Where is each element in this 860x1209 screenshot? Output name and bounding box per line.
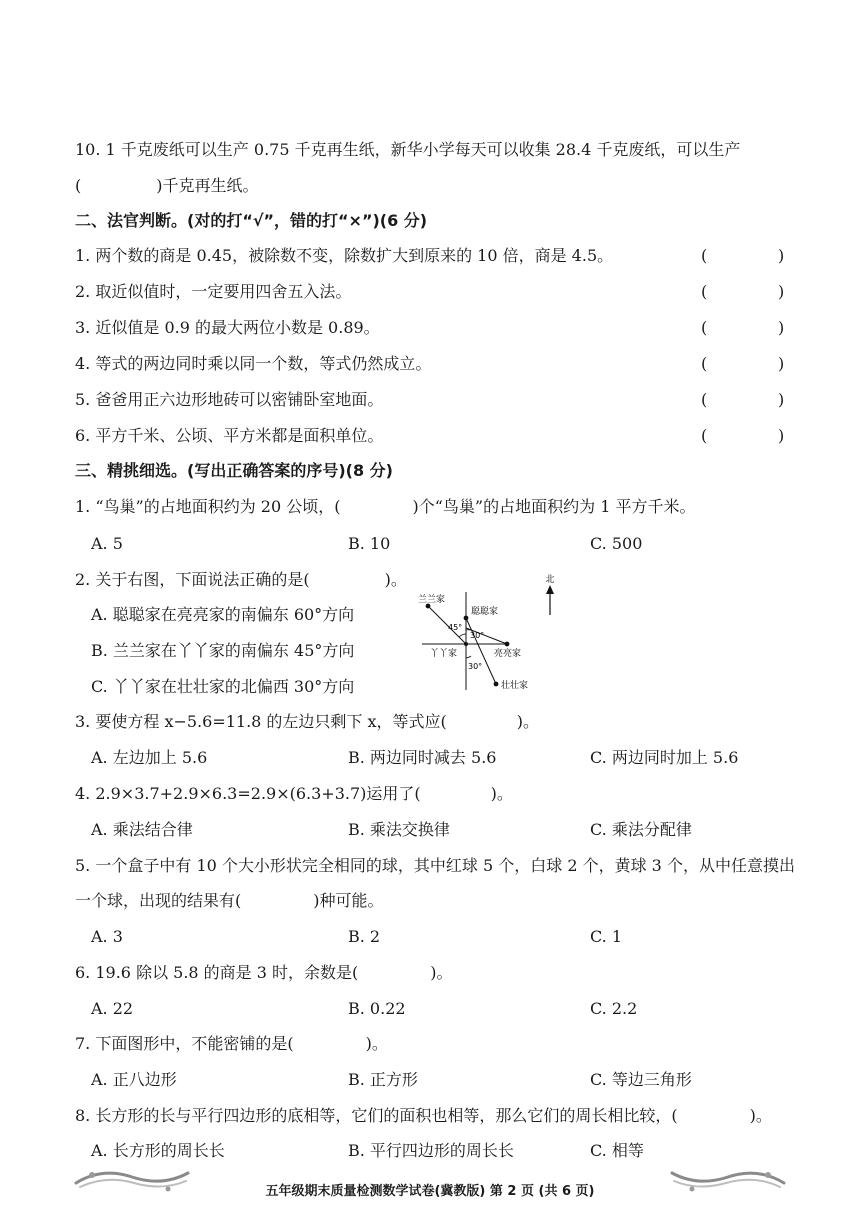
north-label: 北 bbox=[545, 575, 555, 585]
point-liangliang bbox=[505, 642, 510, 647]
q10-line2-text: )千克再生纸。 bbox=[156, 176, 259, 195]
choice-q3-text-b: )。 bbox=[516, 712, 540, 731]
choice-q6-option-a[interactable]: A. 22 bbox=[91, 999, 134, 1018]
judge-paren-open-4: ( bbox=[701, 354, 708, 373]
choice-q2-option-a[interactable]: A. 聪聪家在亮亮家的南偏东 60°方向 bbox=[91, 605, 355, 624]
choice-q3-option-a[interactable]: A. 左边加上 5.6 bbox=[91, 748, 208, 767]
choice-q2-option-b[interactable]: B. 兰兰家在丫丫家的南偏东 45°方向 bbox=[91, 641, 355, 660]
choice-q3-stem bbox=[75, 712, 539, 732]
angle-label-45: 45° bbox=[448, 623, 463, 632]
judge-paren-close-1: ) bbox=[778, 246, 785, 265]
choice-q8-option-b[interactable]: B. 平行四边形的周长长 bbox=[348, 1141, 514, 1160]
choice-q5-line1: 5. 一个盒子中有 10 个大小形状完全相同的球，其中红球 5 个，白球 2 个，黄球 3 个，从中任意摸出 bbox=[75, 856, 795, 875]
choice-q3-option-b[interactable]: B. 两边同时减去 5.6 bbox=[348, 748, 497, 767]
q10-line1: 10. 1 千克废纸可以生产 0.75 千克再生纸，新华小学每天可以收集 28.4 千克废纸，可以生产 bbox=[75, 140, 741, 159]
choice-q3-option-c[interactable]: C. 两边同时加上 5.6 bbox=[590, 748, 739, 767]
choice-q5-text-b: )种可能。 bbox=[313, 891, 384, 910]
q10-line2 bbox=[75, 176, 259, 196]
choice-q7-option-a[interactable]: A. 正八边形 bbox=[91, 1070, 177, 1089]
label-congcong: 聪聪家 bbox=[471, 607, 499, 617]
angle-label-30b: 30° bbox=[468, 662, 483, 671]
judge-answer-blank-5[interactable] bbox=[712, 390, 777, 410]
choice-q8-option-c[interactable]: C. 相等 bbox=[590, 1141, 644, 1160]
choice-q8-text-b: )。 bbox=[749, 1106, 772, 1125]
direction-map-figure bbox=[410, 570, 555, 695]
choice-q7-text-b: )。 bbox=[365, 1034, 388, 1053]
section2-heading: 二、法官判断。(对的打“√”，错的打“×”)(6 分) bbox=[75, 211, 428, 230]
choice-q6-option-c[interactable]: C. 2.2 bbox=[590, 999, 638, 1018]
judge-answer-blank-4[interactable] bbox=[712, 354, 777, 374]
q10-paren-open: ( bbox=[75, 176, 82, 195]
choice-q8-text-a: 8. 长方形的长与平行四边形的底相等，它们的面积也相等，那么它们的周长相比较，( bbox=[75, 1106, 678, 1125]
choice-q5-option-a[interactable]: A. 3 bbox=[91, 927, 123, 946]
choice-q5-text-a: 一个球，出现的结果有( bbox=[75, 891, 242, 910]
choice-q3-text-a: 3. 要使方程 x−5.6=11.8 的左边只剩下 x，等式应( bbox=[75, 712, 447, 731]
choice-q2-text-b: )。 bbox=[384, 570, 407, 589]
judge-paren-close-6: ) bbox=[778, 426, 785, 445]
judge-answer-blank-1[interactable] bbox=[712, 246, 777, 266]
judge-item-4: 4. 等式的两边同时乘以同一个数，等式仍然成立。 bbox=[75, 354, 432, 373]
angle-label-30a: 30° bbox=[470, 631, 485, 640]
choice-q1-option-a[interactable]: A. 5 bbox=[91, 534, 123, 553]
choice-q7-option-b[interactable]: B. 正方形 bbox=[348, 1070, 418, 1089]
judge-item-2: 2. 取近似值时，一定要用四舍五入法。 bbox=[75, 282, 352, 301]
judge-item-3: 3. 近似值是 0.9 的最大两位小数是 0.89。 bbox=[75, 318, 380, 337]
judge-paren-open-5: ( bbox=[701, 390, 708, 409]
judge-paren-open-1: ( bbox=[701, 246, 708, 265]
choice-q7-text-a: 7. 下面图形中，不能密铺的是( bbox=[75, 1034, 294, 1053]
choice-q6-option-b[interactable]: B. 0.22 bbox=[348, 999, 406, 1018]
choice-q4-text-a: 4. 2.9×3.7+2.9×6.3=2.9×(6.3+3.7)运用了( bbox=[75, 784, 421, 803]
judge-paren-open-2: ( bbox=[701, 282, 708, 301]
judge-answer-blank-6[interactable] bbox=[712, 426, 777, 446]
label-lanlan: 兰兰家 bbox=[418, 595, 446, 605]
choice-q5-stem bbox=[75, 891, 384, 911]
judge-item-5: 5. 爸爸用正六边形地砖可以密铺卧室地面。 bbox=[75, 390, 384, 409]
choice-q8-option-a[interactable]: A. 长方形的周长长 bbox=[91, 1141, 225, 1160]
choice-q4-option-a[interactable]: A. 乘法结合律 bbox=[91, 820, 193, 839]
judge-paren-open-6: ( bbox=[701, 426, 708, 445]
choice-q5-option-b[interactable]: B. 2 bbox=[348, 927, 381, 946]
choice-q4-stem bbox=[75, 784, 513, 804]
point-yaya bbox=[464, 642, 468, 646]
choice-q1-text-a: 1. “鸟巢”的占地面积约为 20 公顷，( bbox=[75, 497, 341, 516]
point-zhuangzhuang bbox=[494, 682, 499, 687]
angle-mark-30b bbox=[466, 656, 471, 658]
section3-heading: 三、精挑细选。(写出正确答案的序号)(8 分) bbox=[75, 461, 393, 480]
choice-q1-stem bbox=[75, 497, 695, 517]
choice-q6-stem bbox=[75, 963, 453, 983]
judge-item-6: 6. 平方千米、公顷、平方米都是面积单位。 bbox=[75, 426, 384, 445]
judge-paren-open-3: ( bbox=[701, 318, 708, 337]
choice-q7-stem bbox=[75, 1034, 388, 1054]
choice-q1-text-b: )个“鸟巢”的占地面积约为 1 平方千米。 bbox=[412, 497, 696, 516]
judge-answer-blank-2[interactable] bbox=[712, 282, 777, 302]
choice-q1-option-b[interactable]: B. 10 bbox=[348, 534, 391, 553]
label-zhuangzhuang: 壮壮家 bbox=[501, 681, 529, 691]
angle-mark-45 bbox=[459, 634, 466, 637]
choice-q1-option-c[interactable]: C. 500 bbox=[590, 534, 643, 553]
line-congcong-zhuangzhuang bbox=[466, 618, 496, 684]
north-arrowhead-icon bbox=[546, 585, 554, 594]
judge-paren-close-3: ) bbox=[778, 318, 785, 337]
choice-q8-stem bbox=[75, 1106, 772, 1126]
label-liangliang: 亮亮家 bbox=[494, 649, 522, 659]
judge-paren-close-5: ) bbox=[778, 390, 785, 409]
choice-q2-text-a: 2. 关于右图，下面说法正确的是( bbox=[75, 570, 310, 589]
choice-q2-option-c[interactable]: C. 丫丫家在壮壮家的北偏西 30°方向 bbox=[91, 677, 355, 696]
judge-paren-close-4: ) bbox=[778, 354, 785, 373]
choice-q6-text-b: )。 bbox=[430, 963, 453, 982]
choice-q2-stem bbox=[75, 570, 407, 590]
choice-q4-option-b[interactable]: B. 乘法交换律 bbox=[348, 820, 450, 839]
choice-q6-text-a: 6. 19.6 除以 5.8 的商是 3 时，余数是( bbox=[75, 963, 359, 982]
judge-answer-blank-3[interactable] bbox=[712, 318, 777, 338]
choice-q4-option-c[interactable]: C. 乘法分配律 bbox=[590, 820, 692, 839]
choice-q4-text-b: )。 bbox=[490, 784, 513, 803]
label-yaya: 丫丫家 bbox=[430, 649, 458, 659]
choice-q7-option-c[interactable]: C. 等边三角形 bbox=[590, 1070, 692, 1089]
choice-q5-option-c[interactable]: C. 1 bbox=[590, 927, 623, 946]
page-footer: 五年级期末质量检测数学试卷(冀教版) 第 2 页 (共 6 页) bbox=[265, 1184, 595, 1199]
judge-item-1: 1. 两个数的商是 0.45，被除数不变，除数扩大到原来的 10 倍，商是 4.5。 bbox=[75, 246, 614, 265]
judge-paren-close-2: ) bbox=[778, 282, 785, 301]
